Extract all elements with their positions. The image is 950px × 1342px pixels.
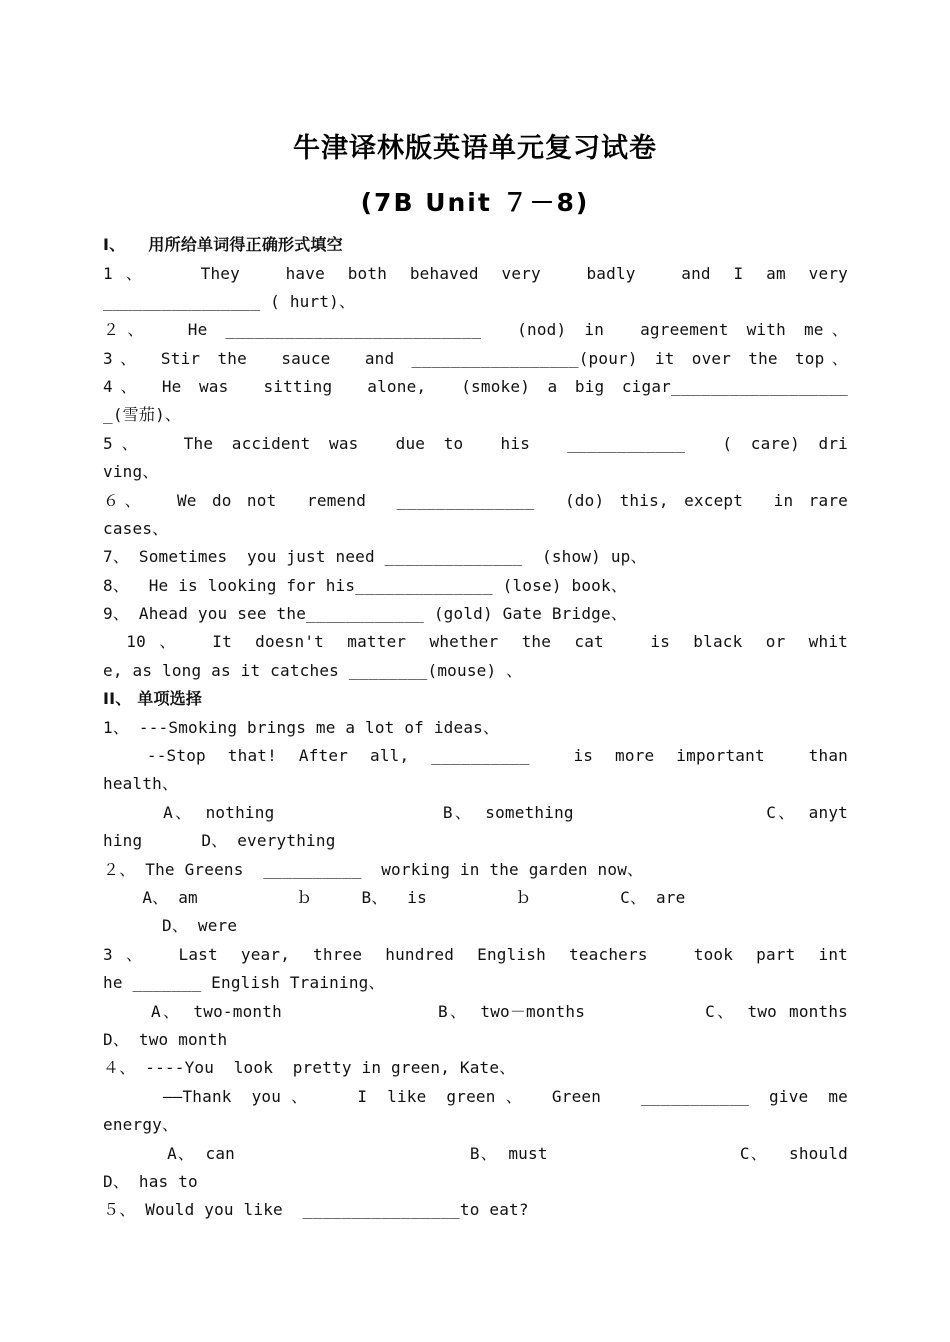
- question-line: 1、 ---Smoking brings me a lot of ideas、: [103, 718, 500, 737]
- question-line: 8、 He is looking for his______________ (lose) book、: [103, 576, 628, 595]
- question-line: ________________ ( hurt)、: [103, 292, 356, 311]
- question-line: 9、 Ahead you see the____________ (gold) Gate Bridge、: [103, 604, 628, 623]
- question-line: _(雪茄)、: [103, 405, 182, 424]
- question-line: 3、 Last year, three hundred English teachers took part int: [103, 945, 848, 964]
- question-line: energy、: [103, 1115, 179, 1134]
- document-title: 牛津译林版英语单元复习试卷: [293, 133, 657, 164]
- question-line: 3、 Stir the sauce and _________________(pour) it over the top、: [103, 349, 848, 368]
- option-line: A、 two-month B、 two－months C、 two months: [103, 1002, 848, 1021]
- question-line: ５、 Would you like ________________to eat?: [103, 1200, 529, 1219]
- question-line: cases、: [103, 519, 169, 538]
- question-line: ６、 We do not remend ______________ (do) this, except in rare: [103, 491, 848, 510]
- question-line: e, as long as it catches ________(mouse) 、: [103, 661, 523, 680]
- section-heading-1: I、 用所给单词得正确形式填空: [103, 235, 343, 254]
- option-line: A、 can B、 must C、 should: [103, 1144, 848, 1163]
- question-line: he _______ English Training、: [103, 973, 385, 992]
- question-line: --Stop that! After all, __________ is more important than: [103, 746, 848, 765]
- option-line: D、 were: [103, 916, 238, 935]
- option-line: D、 has to: [103, 1172, 198, 1191]
- option-line: A、 nothing B、 something C、 anyt: [103, 803, 848, 822]
- option-line: hing D、 everything: [103, 831, 336, 850]
- question-line: ２、 The Greens __________ working in the garden now、: [103, 860, 644, 879]
- question-line: health、: [103, 774, 179, 793]
- question-line: ２、 He __________________________ (nod) in agreement with me、: [103, 320, 848, 339]
- question-line: 1、 They have both behaved very badly and I am very: [103, 264, 848, 283]
- section-heading-2: II、 单项选择: [103, 689, 203, 708]
- question-line: 10、 It doesn't matter whether the cat is black or whit: [103, 632, 848, 651]
- question-line: 4、 He was sitting alone, (smoke) a big cigar__________________: [103, 377, 848, 396]
- question-line: ving、: [103, 462, 159, 481]
- document-subtitle: (7B Unit ７－8): [360, 188, 590, 217]
- option-line: A、 am ｂ B、 is ｂ C、 are: [103, 888, 686, 907]
- option-line: D、 two month: [103, 1030, 228, 1049]
- question-line: 7、 Sometimes you just need ______________ (show) up、: [103, 547, 647, 566]
- question-line: ——Thank you、 I like green、 Green ___________ give me: [103, 1087, 848, 1106]
- question-line: ４、 ----You look pretty in green, Kate、: [103, 1058, 516, 1077]
- question-line: 5、 The accident was due to his ____________ ( care) dri: [103, 434, 848, 453]
